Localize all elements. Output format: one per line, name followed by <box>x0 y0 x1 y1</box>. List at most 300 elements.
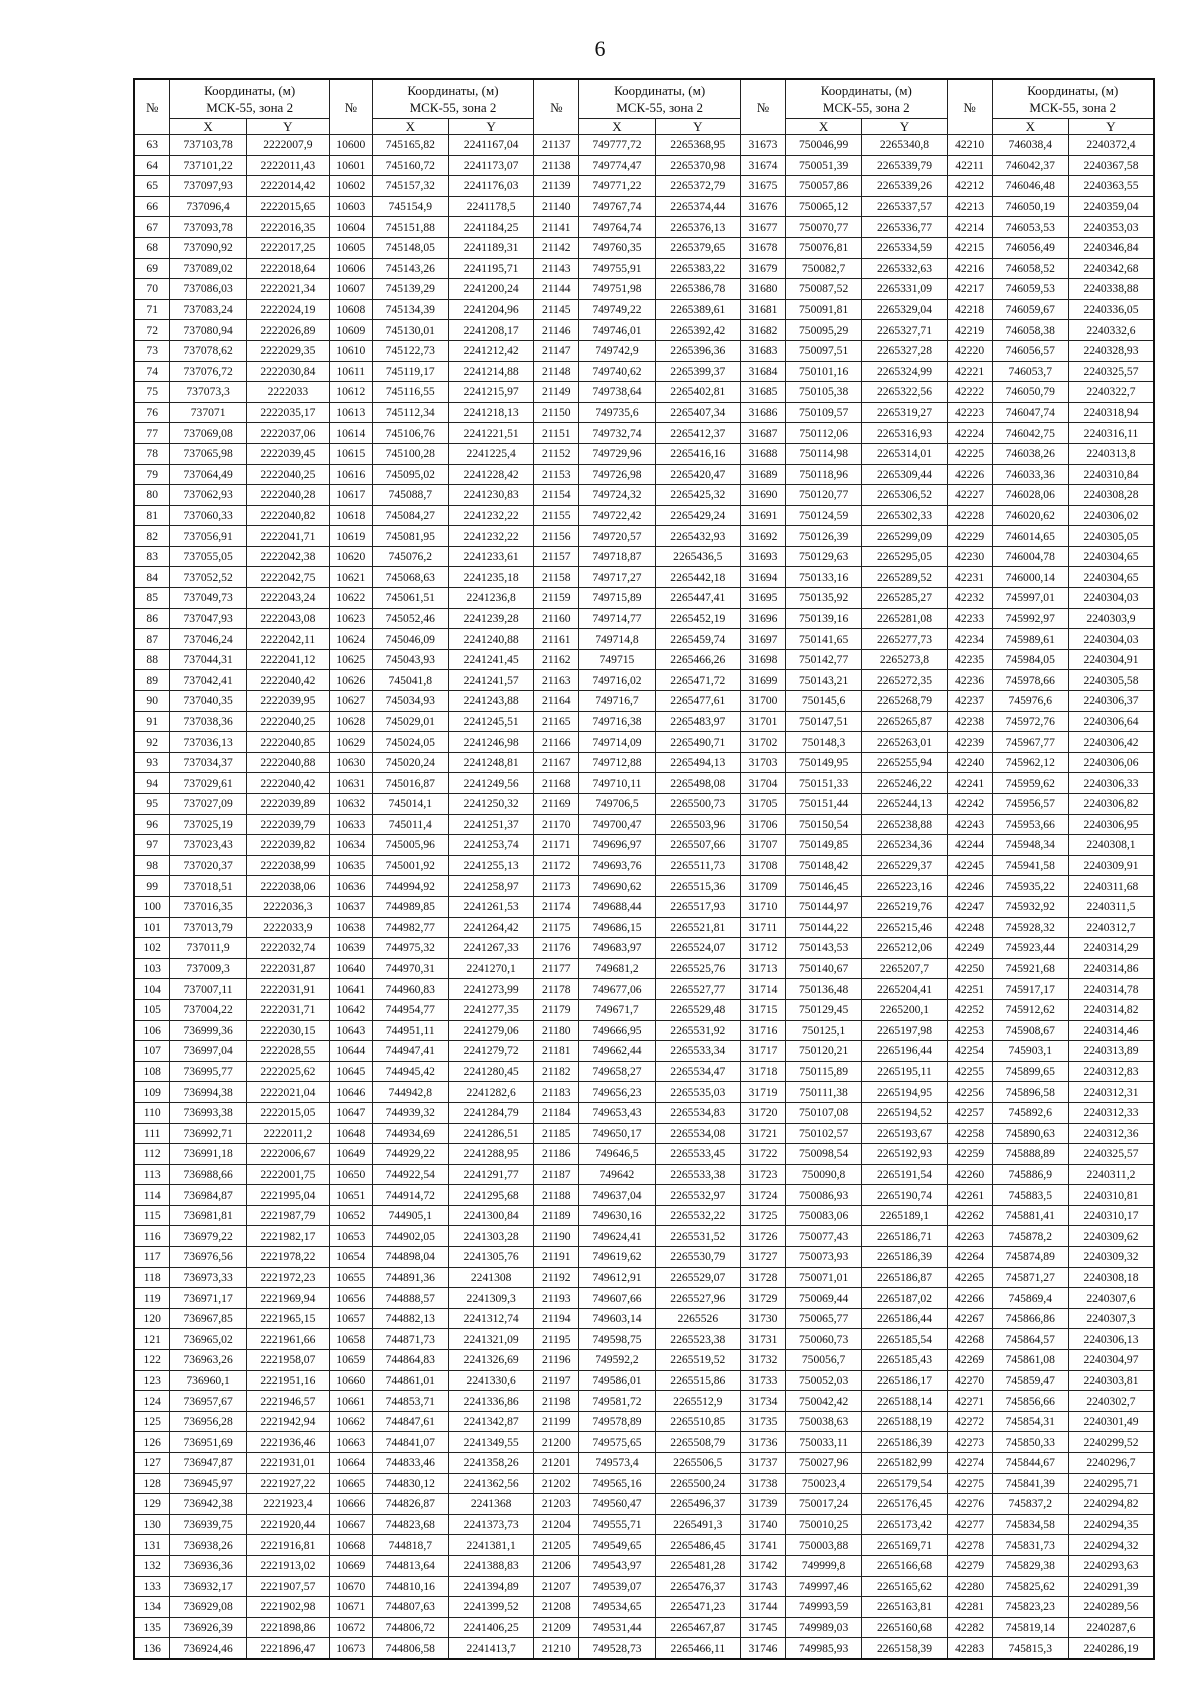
point-number-cell: 31691 <box>741 505 786 526</box>
point-number-cell: 21146 <box>534 320 579 341</box>
column-header-coordinates <box>579 79 741 119</box>
x-coordinate-cell: 749666,95 <box>579 1020 655 1041</box>
table-row <box>134 1164 1154 1185</box>
point-number-cell: 42226 <box>947 464 992 485</box>
x-coordinate-cell: 746020,62 <box>992 505 1068 526</box>
x-coordinate-cell: 746059,53 <box>992 279 1068 300</box>
y-coordinate-cell: 2222040,88 <box>246 752 329 773</box>
point-number-cell: 10669 <box>329 1555 372 1576</box>
x-coordinate-cell: 750149,95 <box>785 752 861 773</box>
y-coordinate-cell: 2240308,18 <box>1068 1267 1154 1288</box>
y-coordinate-cell: 2265402,81 <box>655 382 740 403</box>
y-coordinate-cell: 2241288,95 <box>448 1144 533 1165</box>
x-coordinate-cell: 745892,6 <box>992 1102 1068 1123</box>
y-coordinate-cell: 2265370,98 <box>655 155 740 176</box>
x-coordinate-cell: 745061,51 <box>372 588 448 609</box>
x-coordinate-cell: 749722,42 <box>579 505 655 526</box>
y-coordinate-cell: 2221972,23 <box>246 1267 329 1288</box>
y-coordinate-cell: 2222040,42 <box>246 773 329 794</box>
column-header-coordinates <box>372 79 534 119</box>
point-number-cell: 31719 <box>741 1082 786 1103</box>
x-coordinate-cell: 737069,08 <box>170 423 246 444</box>
point-number-cell: 92 <box>134 732 170 753</box>
table-row <box>134 794 1154 815</box>
x-coordinate-cell: 744864,83 <box>372 1350 448 1371</box>
y-coordinate-cell: 2240314,78 <box>1068 979 1154 1000</box>
point-number-cell: 31742 <box>741 1555 786 1576</box>
table-row <box>134 1453 1154 1474</box>
x-coordinate-cell: 744841,07 <box>372 1432 448 1453</box>
point-number-cell: 63 <box>134 135 170 156</box>
x-coordinate-cell: 750042,42 <box>785 1391 861 1412</box>
x-coordinate-cell: 745976,6 <box>992 691 1068 712</box>
point-number-cell: 112 <box>134 1144 170 1165</box>
x-coordinate-cell: 746000,14 <box>992 567 1068 588</box>
point-number-cell: 95 <box>134 794 170 815</box>
y-coordinate-cell: 2222039,79 <box>246 814 329 835</box>
x-coordinate-cell: 737065,98 <box>170 443 246 464</box>
x-coordinate-cell: 749712,88 <box>579 752 655 773</box>
x-coordinate-cell: 737080,94 <box>170 320 246 341</box>
table-row <box>134 526 1154 547</box>
x-coordinate-cell: 749560,47 <box>579 1494 655 1515</box>
point-number-cell: 10635 <box>329 855 372 876</box>
x-coordinate-cell: 745874,89 <box>992 1247 1068 1268</box>
point-number-cell: 21139 <box>534 176 579 197</box>
point-number-cell: 10614 <box>329 423 372 444</box>
y-coordinate-cell: 2241279,06 <box>448 1020 533 1041</box>
point-number-cell: 42280 <box>947 1576 992 1597</box>
x-coordinate-cell: 750118,96 <box>785 464 861 485</box>
y-coordinate-cell: 2240286,19 <box>1068 1638 1154 1659</box>
point-number-cell: 31689 <box>741 464 786 485</box>
x-coordinate-cell: 736979,22 <box>170 1226 246 1247</box>
x-coordinate-cell: 744813,64 <box>372 1555 448 1576</box>
table-row <box>134 1123 1154 1144</box>
x-coordinate-cell: 750065,12 <box>785 196 861 217</box>
point-number-cell: 21160 <box>534 608 579 629</box>
y-coordinate-cell: 2222039,45 <box>246 443 329 464</box>
y-coordinate-cell: 2222032,74 <box>246 938 329 959</box>
x-coordinate-cell: 745154,9 <box>372 196 448 217</box>
y-coordinate-cell: 2221982,17 <box>246 1226 329 1247</box>
x-coordinate-cell: 745923,44 <box>992 938 1068 959</box>
y-coordinate-cell: 2265179,54 <box>862 1473 947 1494</box>
column-header-number: № <box>534 79 579 135</box>
x-coordinate-cell: 749650,17 <box>579 1123 655 1144</box>
y-coordinate-cell: 2265186,71 <box>862 1226 947 1247</box>
y-coordinate-cell: 2265500,24 <box>655 1473 740 1494</box>
point-number-cell: 69 <box>134 258 170 279</box>
y-coordinate-cell: 2265285,27 <box>862 588 947 609</box>
x-coordinate-cell: 745992,97 <box>992 608 1068 629</box>
x-coordinate-cell: 744975,32 <box>372 938 448 959</box>
point-number-cell: 10651 <box>329 1185 372 1206</box>
point-number-cell: 21199 <box>534 1411 579 1432</box>
y-coordinate-cell: 2265447,41 <box>655 588 740 609</box>
y-coordinate-cell: 2240304,91 <box>1068 649 1154 670</box>
y-coordinate-cell: 2240312,33 <box>1068 1102 1154 1123</box>
x-coordinate-cell: 745052,46 <box>372 608 448 629</box>
point-number-cell: 90 <box>134 691 170 712</box>
point-number-cell: 31692 <box>741 526 786 547</box>
point-number-cell: 31678 <box>741 237 786 258</box>
x-coordinate-cell: 749619,62 <box>579 1247 655 1268</box>
point-number-cell: 42232 <box>947 588 992 609</box>
y-coordinate-cell: 2240312,36 <box>1068 1123 1154 1144</box>
point-number-cell: 10656 <box>329 1288 372 1309</box>
y-coordinate-cell: 2265534,08 <box>655 1123 740 1144</box>
point-number-cell: 42254 <box>947 1041 992 1062</box>
point-number-cell: 10628 <box>329 711 372 732</box>
y-coordinate-cell: 2265212,06 <box>862 938 947 959</box>
y-coordinate-cell: 2222006,67 <box>246 1144 329 1165</box>
point-number-cell: 42223 <box>947 402 992 423</box>
table-row <box>134 938 1154 959</box>
y-coordinate-cell: 2241300,84 <box>448 1205 533 1226</box>
y-coordinate-cell: 2265190,74 <box>862 1185 947 1206</box>
y-coordinate-cell: 2265500,73 <box>655 794 740 815</box>
x-coordinate-cell: 749714,77 <box>579 608 655 629</box>
point-number-cell: 129 <box>134 1494 170 1515</box>
coordinates-label: Координаты, (м) <box>407 83 499 98</box>
point-number-cell: 31698 <box>741 649 786 670</box>
x-coordinate-cell: 749700,47 <box>579 814 655 835</box>
y-coordinate-cell: 2265494,13 <box>655 752 740 773</box>
y-coordinate-cell: 2265339,26 <box>862 176 947 197</box>
x-coordinate-cell: 745160,72 <box>372 155 448 176</box>
x-coordinate-cell: 744826,87 <box>372 1494 448 1515</box>
y-coordinate-cell: 2265327,28 <box>862 340 947 361</box>
x-coordinate-cell: 745106,76 <box>372 423 448 444</box>
y-coordinate-cell: 2240325,57 <box>1068 1144 1154 1165</box>
table-row <box>134 1535 1154 1556</box>
y-coordinate-cell: 2241245,51 <box>448 711 533 732</box>
point-number-cell: 21159 <box>534 588 579 609</box>
y-coordinate-cell: 2240338,88 <box>1068 279 1154 300</box>
point-number-cell: 10665 <box>329 1473 372 1494</box>
point-number-cell: 10658 <box>329 1329 372 1350</box>
y-coordinate-cell: 2265531,92 <box>655 1020 740 1041</box>
y-coordinate-cell: 2221896,47 <box>246 1638 329 1659</box>
x-coordinate-cell: 736951,69 <box>170 1432 246 1453</box>
x-coordinate-cell: 750143,53 <box>785 938 861 959</box>
point-number-cell: 42211 <box>947 155 992 176</box>
y-coordinate-cell: 2222031,91 <box>246 979 329 1000</box>
y-coordinate-cell: 2265506,5 <box>655 1453 740 1474</box>
x-coordinate-cell: 745076,2 <box>372 546 448 567</box>
y-coordinate-cell: 2241253,74 <box>448 835 533 856</box>
x-coordinate-cell: 744810,16 <box>372 1576 448 1597</box>
x-coordinate-cell: 750148,3 <box>785 732 861 753</box>
y-coordinate-cell: 2240310,81 <box>1068 1185 1154 1206</box>
x-coordinate-cell: 746059,67 <box>992 299 1068 320</box>
x-coordinate-cell: 737096,4 <box>170 196 246 217</box>
x-coordinate-cell: 750112,06 <box>785 423 861 444</box>
y-coordinate-cell: 2265525,76 <box>655 958 740 979</box>
point-number-cell: 100 <box>134 896 170 917</box>
x-coordinate-cell: 746046,48 <box>992 176 1068 197</box>
y-coordinate-cell: 2265386,78 <box>655 279 740 300</box>
x-coordinate-cell: 749720,57 <box>579 526 655 547</box>
y-coordinate-cell: 2265289,52 <box>862 567 947 588</box>
table-row <box>134 176 1154 197</box>
x-coordinate-cell: 744994,92 <box>372 876 448 897</box>
y-coordinate-cell: 2265255,94 <box>862 752 947 773</box>
point-number-cell: 31681 <box>741 299 786 320</box>
y-coordinate-cell: 2265459,74 <box>655 629 740 650</box>
point-number-cell: 42281 <box>947 1597 992 1618</box>
point-number-cell: 42215 <box>947 237 992 258</box>
point-number-cell: 10643 <box>329 1020 372 1041</box>
y-coordinate-cell: 2265299,09 <box>862 526 947 547</box>
y-coordinate-cell: 2265194,95 <box>862 1082 947 1103</box>
x-coordinate-cell: 749724,32 <box>579 485 655 506</box>
point-number-cell: 111 <box>134 1123 170 1144</box>
y-coordinate-cell: 2241195,71 <box>448 258 533 279</box>
point-number-cell: 21178 <box>534 979 579 1000</box>
point-number-cell: 21202 <box>534 1473 579 1494</box>
table-row <box>134 999 1154 1020</box>
y-coordinate-cell: 2265416,16 <box>655 443 740 464</box>
y-coordinate-cell: 2265195,11 <box>862 1061 947 1082</box>
point-number-cell: 21196 <box>534 1350 579 1371</box>
x-coordinate-cell: 745854,31 <box>992 1411 1068 1432</box>
point-number-cell: 42240 <box>947 752 992 773</box>
y-coordinate-cell: 2240372,4 <box>1068 135 1154 156</box>
point-number-cell: 42273 <box>947 1432 992 1453</box>
column-header-number: № <box>329 79 372 135</box>
point-number-cell: 42282 <box>947 1617 992 1638</box>
x-coordinate-cell: 746053,53 <box>992 217 1068 238</box>
y-coordinate-cell: 2222041,71 <box>246 526 329 547</box>
column-header-number: № <box>947 79 992 135</box>
table-row <box>134 629 1154 650</box>
coordinates-label: Координаты, (м) <box>1027 83 1119 98</box>
point-number-cell: 10650 <box>329 1164 372 1185</box>
x-coordinate-cell: 749681,2 <box>579 958 655 979</box>
x-coordinate-cell: 745871,27 <box>992 1267 1068 1288</box>
y-coordinate-cell: 2265389,61 <box>655 299 740 320</box>
x-coordinate-cell: 749658,27 <box>579 1061 655 1082</box>
x-coordinate-cell: 744847,61 <box>372 1411 448 1432</box>
x-coordinate-cell: 744922,54 <box>372 1164 448 1185</box>
x-coordinate-cell: 750003,88 <box>785 1535 861 1556</box>
y-coordinate-cell: 2241250,32 <box>448 794 533 815</box>
x-coordinate-cell: 745956,57 <box>992 794 1068 815</box>
table-row <box>134 402 1154 423</box>
point-number-cell: 10608 <box>329 299 372 320</box>
x-coordinate-cell: 749677,06 <box>579 979 655 1000</box>
x-coordinate-cell: 746033,36 <box>992 464 1068 485</box>
point-number-cell: 10648 <box>329 1123 372 1144</box>
x-coordinate-cell: 744902,05 <box>372 1226 448 1247</box>
point-number-cell: 114 <box>134 1185 170 1206</box>
point-number-cell: 21206 <box>534 1555 579 1576</box>
table-row <box>134 608 1154 629</box>
point-number-cell: 21151 <box>534 423 579 444</box>
y-coordinate-cell: 2265530,79 <box>655 1247 740 1268</box>
point-number-cell: 10670 <box>329 1576 372 1597</box>
x-coordinate-cell: 749543,97 <box>579 1555 655 1576</box>
point-number-cell: 42264 <box>947 1247 992 1268</box>
point-number-cell: 42253 <box>947 1020 992 1041</box>
point-number-cell: 31685 <box>741 382 786 403</box>
table-row <box>134 917 1154 938</box>
coordinate-system-label: МСК-55, зона 2 <box>1029 100 1117 115</box>
y-coordinate-cell: 2240309,91 <box>1068 855 1154 876</box>
point-number-cell: 99 <box>134 876 170 897</box>
y-coordinate-cell: 2222031,87 <box>246 958 329 979</box>
x-coordinate-cell: 737083,24 <box>170 299 246 320</box>
table-row <box>134 340 1154 361</box>
point-number-cell: 42270 <box>947 1370 992 1391</box>
y-coordinate-cell: 2265412,37 <box>655 423 740 444</box>
y-coordinate-cell: 2240314,29 <box>1068 938 1154 959</box>
y-coordinate-cell: 2265490,71 <box>655 732 740 753</box>
point-number-cell: 10668 <box>329 1535 372 1556</box>
y-coordinate-cell: 2222030,15 <box>246 1020 329 1041</box>
table-row <box>134 1473 1154 1494</box>
point-number-cell: 10625 <box>329 649 372 670</box>
y-coordinate-cell: 2222017,25 <box>246 237 329 258</box>
x-coordinate-cell: 750107,08 <box>785 1102 861 1123</box>
x-coordinate-cell: 744960,83 <box>372 979 448 1000</box>
x-coordinate-cell: 750070,77 <box>785 217 861 238</box>
point-number-cell: 10613 <box>329 402 372 423</box>
y-coordinate-cell: 2240306,95 <box>1068 814 1154 835</box>
x-coordinate-cell: 745932,92 <box>992 896 1068 917</box>
x-coordinate-cell: 749586,01 <box>579 1370 655 1391</box>
point-number-cell: 42255 <box>947 1061 992 1082</box>
table-row <box>134 1267 1154 1288</box>
x-coordinate-cell: 745014,1 <box>372 794 448 815</box>
point-number-cell: 21163 <box>534 670 579 691</box>
point-number-cell: 31713 <box>741 958 786 979</box>
point-number-cell: 42277 <box>947 1514 992 1535</box>
point-number-cell: 31728 <box>741 1267 786 1288</box>
y-coordinate-cell: 2265263,01 <box>862 732 947 753</box>
y-coordinate-cell: 2265186,39 <box>862 1247 947 1268</box>
x-coordinate-cell: 749592,2 <box>579 1350 655 1371</box>
point-number-cell: 21189 <box>534 1205 579 1226</box>
point-number-cell: 42233 <box>947 608 992 629</box>
point-number-cell: 31737 <box>741 1453 786 1474</box>
point-number-cell: 121 <box>134 1329 170 1350</box>
y-coordinate-cell: 2241261,53 <box>448 896 533 917</box>
x-coordinate-cell: 745148,05 <box>372 237 448 258</box>
x-coordinate-cell: 745041,8 <box>372 670 448 691</box>
x-coordinate-cell: 745151,88 <box>372 217 448 238</box>
y-coordinate-cell: 2241381,1 <box>448 1535 533 1556</box>
y-coordinate-cell: 2265420,47 <box>655 464 740 485</box>
x-coordinate-cell: 736992,71 <box>170 1123 246 1144</box>
x-coordinate-cell: 745834,58 <box>992 1514 1068 1535</box>
table-row <box>134 1226 1154 1247</box>
y-coordinate-cell: 2265238,88 <box>862 814 947 835</box>
y-coordinate-cell: 2241200,24 <box>448 279 533 300</box>
point-number-cell: 42275 <box>947 1473 992 1494</box>
x-coordinate-cell: 749717,27 <box>579 567 655 588</box>
x-coordinate-cell: 746038,4 <box>992 135 1068 156</box>
y-coordinate-cell: 2265429,24 <box>655 505 740 526</box>
x-coordinate-cell: 745130,01 <box>372 320 448 341</box>
y-coordinate-cell: 2265186,44 <box>862 1308 947 1329</box>
y-coordinate-cell: 2241264,42 <box>448 917 533 938</box>
x-coordinate-cell: 736999,36 <box>170 1020 246 1041</box>
x-coordinate-cell: 745001,92 <box>372 855 448 876</box>
y-coordinate-cell: 2221942,94 <box>246 1411 329 1432</box>
x-coordinate-cell: 750097,51 <box>785 340 861 361</box>
y-coordinate-cell: 2240325,57 <box>1068 361 1154 382</box>
y-coordinate-cell: 2265188,19 <box>862 1411 947 1432</box>
y-coordinate-cell: 2265314,01 <box>862 443 947 464</box>
x-coordinate-cell: 736932,17 <box>170 1576 246 1597</box>
y-coordinate-cell: 2240346,84 <box>1068 237 1154 258</box>
point-number-cell: 10636 <box>329 876 372 897</box>
point-number-cell: 10661 <box>329 1391 372 1412</box>
y-coordinate-cell: 2265515,86 <box>655 1370 740 1391</box>
point-number-cell: 31726 <box>741 1226 786 1247</box>
point-number-cell: 31683 <box>741 340 786 361</box>
x-coordinate-cell: 745088,7 <box>372 485 448 506</box>
y-coordinate-cell: 2241225,4 <box>448 443 533 464</box>
x-coordinate-cell: 749726,98 <box>579 464 655 485</box>
point-number-cell: 10664 <box>329 1453 372 1474</box>
y-coordinate-cell: 2265496,37 <box>655 1494 740 1515</box>
point-number-cell: 42214 <box>947 217 992 238</box>
point-number-cell: 21200 <box>534 1432 579 1453</box>
y-coordinate-cell: 2241273,99 <box>448 979 533 1000</box>
point-number-cell: 21145 <box>534 299 579 320</box>
y-coordinate-cell: 2222001,75 <box>246 1164 329 1185</box>
point-number-cell: 42261 <box>947 1185 992 1206</box>
x-coordinate-cell: 749716,02 <box>579 670 655 691</box>
x-coordinate-cell: 749528,73 <box>579 1638 655 1659</box>
point-number-cell: 42242 <box>947 794 992 815</box>
y-coordinate-cell: 2241309,3 <box>448 1288 533 1309</box>
x-coordinate-cell: 745029,01 <box>372 711 448 732</box>
y-coordinate-cell: 2222040,25 <box>246 711 329 732</box>
x-coordinate-cell: 745084,27 <box>372 505 448 526</box>
y-coordinate-cell: 2265193,67 <box>862 1123 947 1144</box>
table-row <box>134 1350 1154 1371</box>
x-coordinate-cell: 745122,73 <box>372 340 448 361</box>
x-coordinate-cell: 736971,17 <box>170 1288 246 1309</box>
point-number-cell: 128 <box>134 1473 170 1494</box>
point-number-cell: 21161 <box>534 629 579 650</box>
x-coordinate-cell: 744861,01 <box>372 1370 448 1391</box>
table-row <box>134 485 1154 506</box>
x-coordinate-cell: 750056,7 <box>785 1350 861 1371</box>
y-coordinate-cell: 2265215,46 <box>862 917 947 938</box>
point-number-cell: 116 <box>134 1226 170 1247</box>
x-coordinate-cell: 750098,54 <box>785 1144 861 1165</box>
point-number-cell: 31740 <box>741 1514 786 1535</box>
column-header-coordinates <box>785 79 947 119</box>
table-row <box>134 505 1154 526</box>
point-number-cell: 31673 <box>741 135 786 156</box>
y-coordinate-cell: 2240304,65 <box>1068 567 1154 588</box>
y-coordinate-cell: 2265374,44 <box>655 196 740 217</box>
point-number-cell: 10610 <box>329 340 372 361</box>
point-number-cell: 42274 <box>947 1453 992 1474</box>
x-coordinate-cell: 745034,93 <box>372 691 448 712</box>
x-coordinate-cell: 744823,68 <box>372 1514 448 1535</box>
point-number-cell: 96 <box>134 814 170 835</box>
y-coordinate-cell: 2240306,13 <box>1068 1329 1154 1350</box>
x-coordinate-cell: 750141,65 <box>785 629 861 650</box>
